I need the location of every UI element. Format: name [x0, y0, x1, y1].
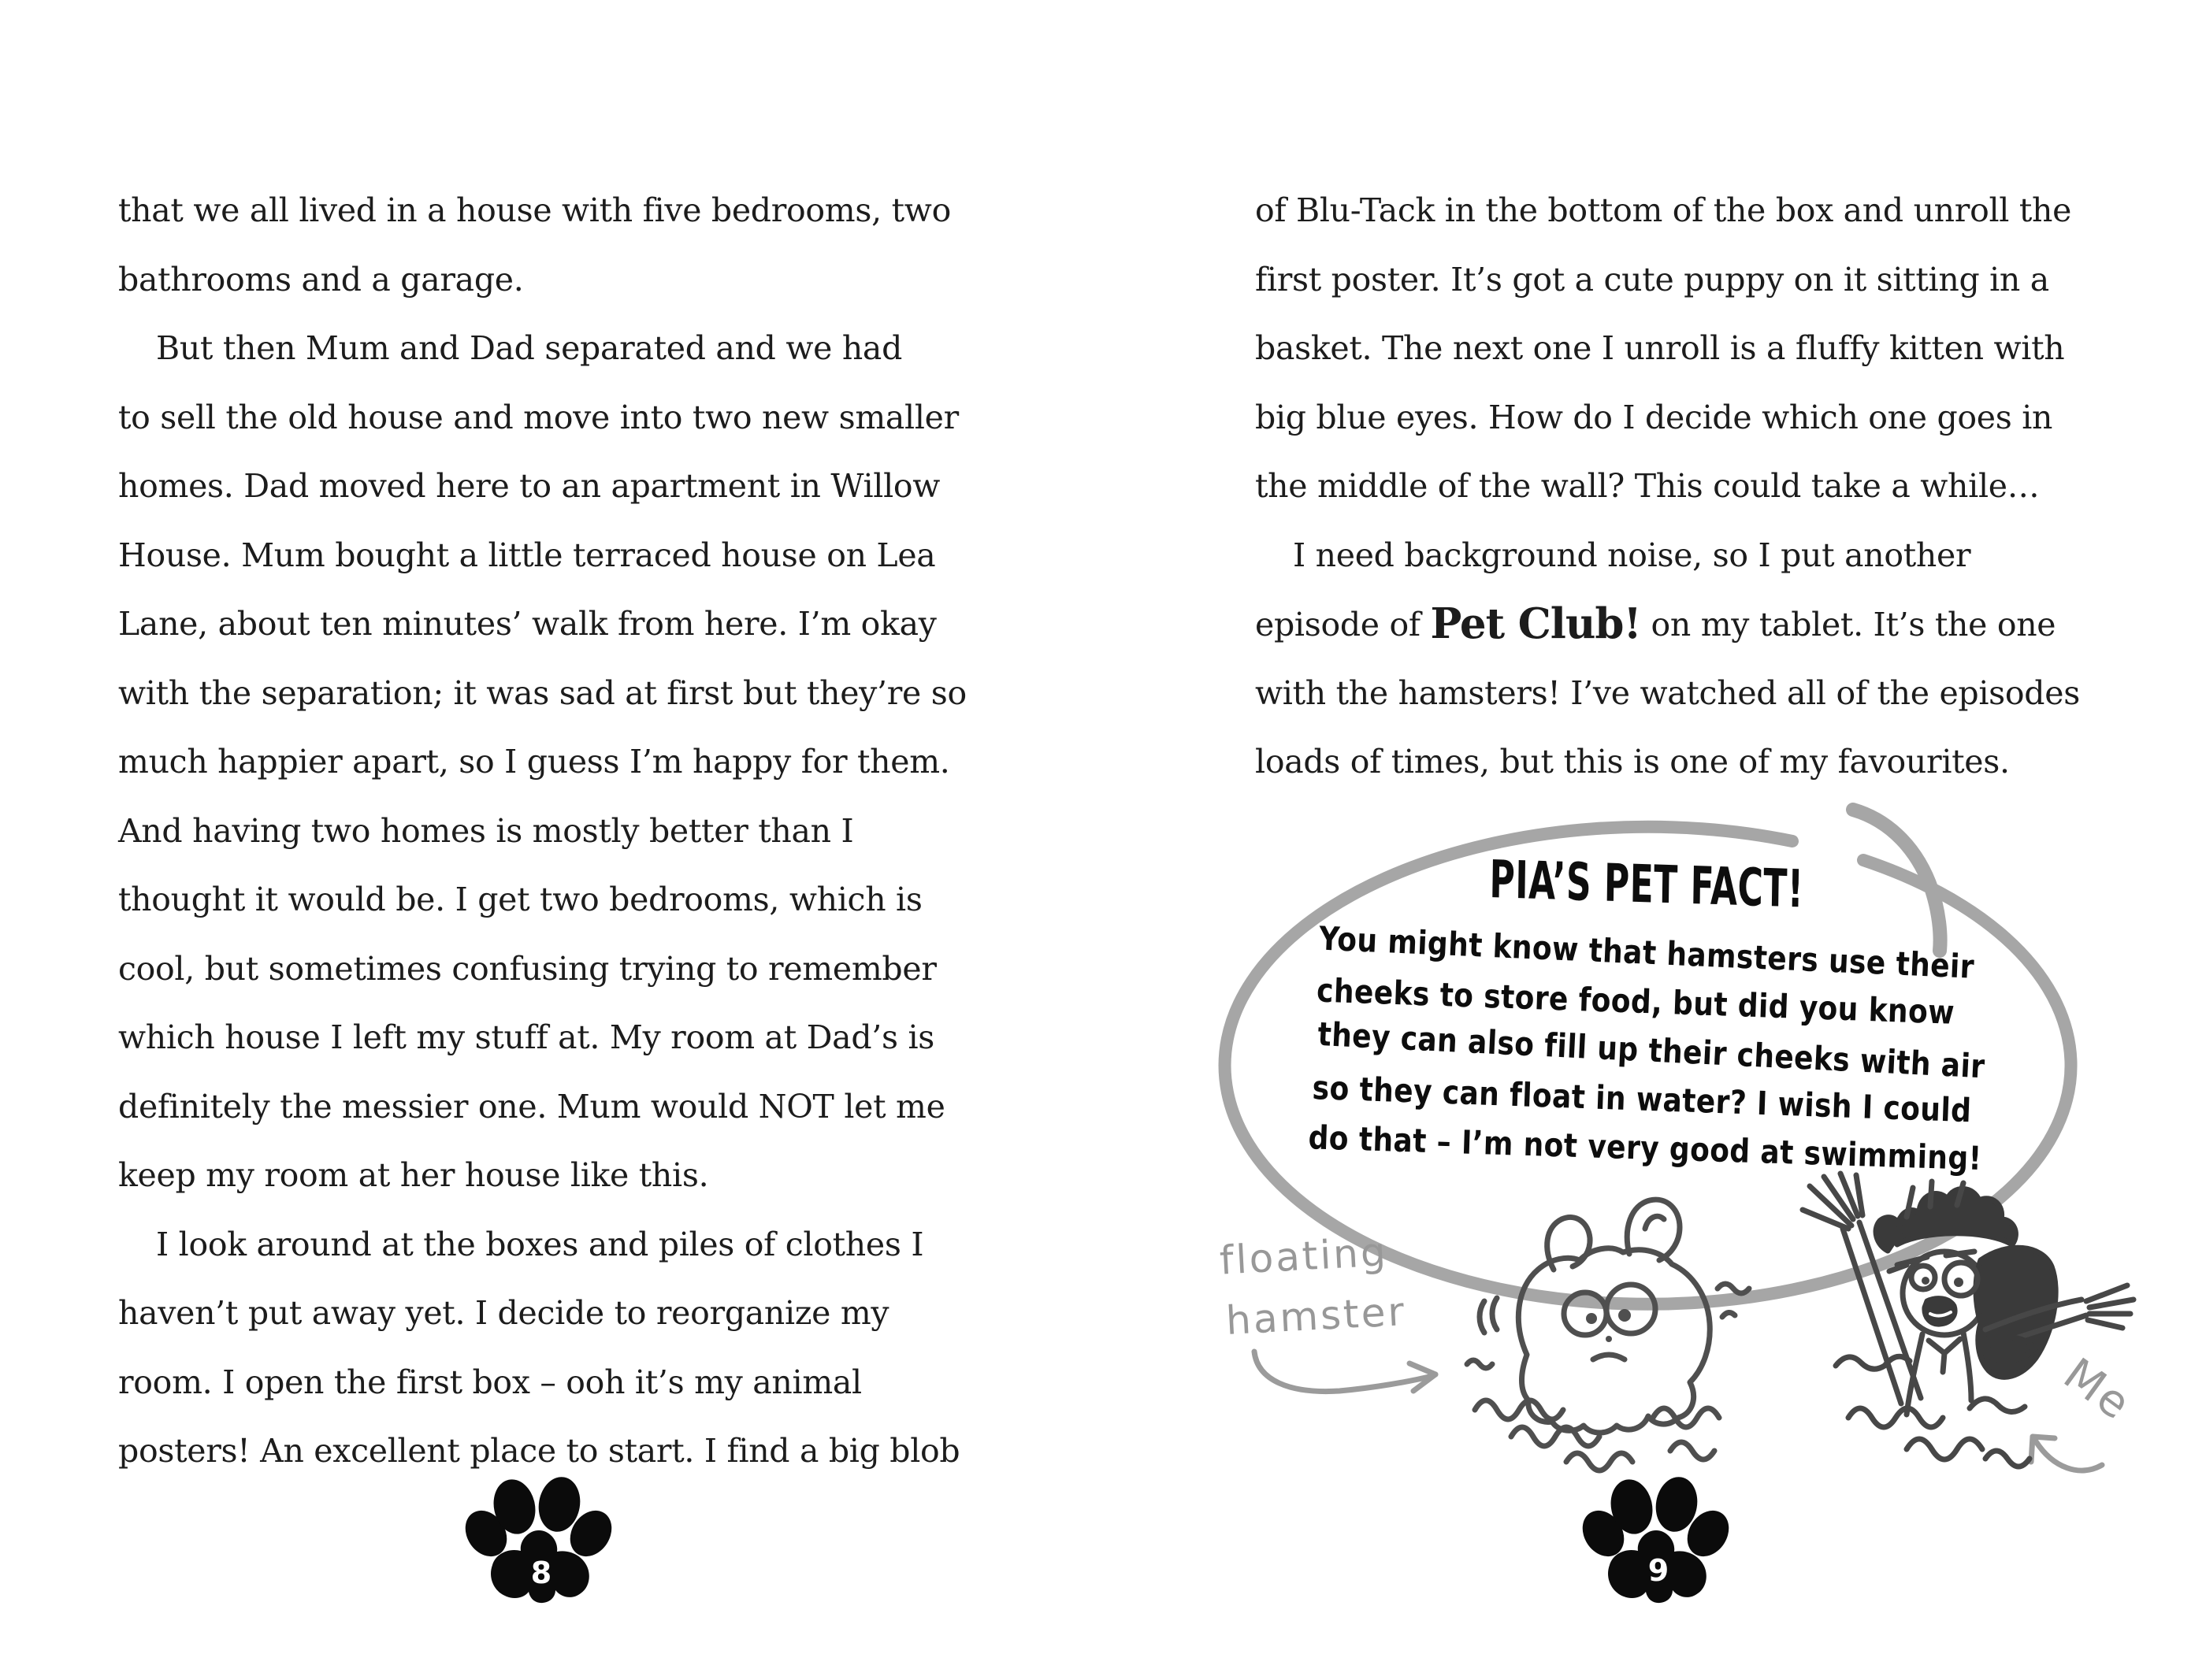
paw-print-icon	[1570, 1477, 1744, 1623]
text-line: cool, but sometimes confusing trying to remember	[118, 949, 937, 988]
text-line: that we all lived in a house with five bedrooms, two	[118, 191, 951, 229]
text-line: with the hamsters! I’ve watched all of the episodes	[1255, 673, 2080, 712]
text-line: big blue eyes. How do I decide which one goes in	[1255, 398, 2053, 436]
text-line: loads of times, but this is one of my favourites.	[1255, 743, 2010, 781]
fact-bubble-line: they can also fill up their cheeks with air	[1317, 1016, 1986, 1086]
pet-club-logo-text: Pet Club!	[1430, 599, 1641, 648]
text-line: But then Mum and Dad separated and we had	[156, 329, 903, 367]
text-line: homes. Dad moved here to an apartment in Willow	[118, 467, 941, 505]
text-line: episode of Pet Club! on my tablet. It’s the one	[1255, 599, 2056, 648]
text-line: posters! An excellent place to start. I find a big blob	[118, 1432, 960, 1470]
me-label: Me	[2054, 1348, 2141, 1431]
right-page-text-column	[1255, 176, 2082, 797]
text-line: keep my room at her house like this.	[118, 1156, 709, 1194]
text-line: which house I left my stuff at. My room at Dad’s is	[118, 1018, 935, 1056]
fact-bubble-title: PIA’S PET FACT!	[1489, 849, 1804, 921]
page-number-right: 9	[1647, 1553, 1669, 1588]
text-line: room. I open the first box – ooh it’s my animal	[118, 1363, 862, 1401]
text-line: I look around at the boxes and piles of clothes I	[156, 1225, 924, 1263]
me-arrow-icon	[2031, 1437, 2102, 1470]
fact-bubble-text	[1284, 920, 2009, 1178]
text-line: thought it would be. I get two bedrooms, which is	[118, 881, 923, 918]
hamster-label: hamster	[1224, 1289, 1408, 1344]
text-line: to sell the old house and move into two new smaller	[118, 398, 959, 436]
text-line: I need background noise, so I put another	[1293, 536, 1971, 574]
floating-hamster-arrow-icon	[1254, 1352, 1435, 1392]
hamster-sketch	[1467, 1200, 1749, 1470]
fact-bubble-line: so they can float in water? I wish I could	[1311, 1070, 1973, 1130]
page-number-left: 8	[530, 1556, 552, 1590]
text-line: Lane, about ten minutes’ walk from here. I’m okay	[118, 605, 937, 643]
left-page-text-column	[118, 176, 967, 1486]
text-line: House. Mum bought a little terraced house on Lea	[118, 536, 936, 574]
text-line: first poster. It’s got a cute puppy on it sitting in a	[1255, 260, 2049, 299]
fact-bubble-line: cheeks to store food, but did you know	[1316, 972, 1955, 1033]
paw-print-icon	[453, 1477, 626, 1623]
girl-sketch	[1803, 1174, 2134, 1467]
text-line: the middle of the wall? This could take a while…	[1255, 467, 2040, 505]
text-line: bathrooms and a garage.	[118, 260, 524, 299]
text-line: of Blu-Tack in the bottom of the box and unroll the	[1255, 191, 2072, 229]
text-line: with the separation; it was sad at first but they’re so	[118, 673, 967, 712]
text-line: basket. The next one I unroll is a fluffy kitten with	[1255, 329, 2065, 367]
floating-label: floating	[1218, 1229, 1390, 1284]
fact-bubble-line: do that – I’m not very good at swimming!	[1307, 1119, 1983, 1178]
text-line: And having two homes is mostly better than I	[118, 811, 854, 850]
text-line: definitely the messier one. Mum would NOT let me	[118, 1087, 945, 1126]
text-line: much happier apart, so I guess I’m happy for them.	[118, 743, 950, 781]
text-line: haven’t put away yet. I decide to reorganize my	[118, 1294, 889, 1332]
fact-bubble-line: You might know that hamsters use their	[1318, 920, 1975, 987]
